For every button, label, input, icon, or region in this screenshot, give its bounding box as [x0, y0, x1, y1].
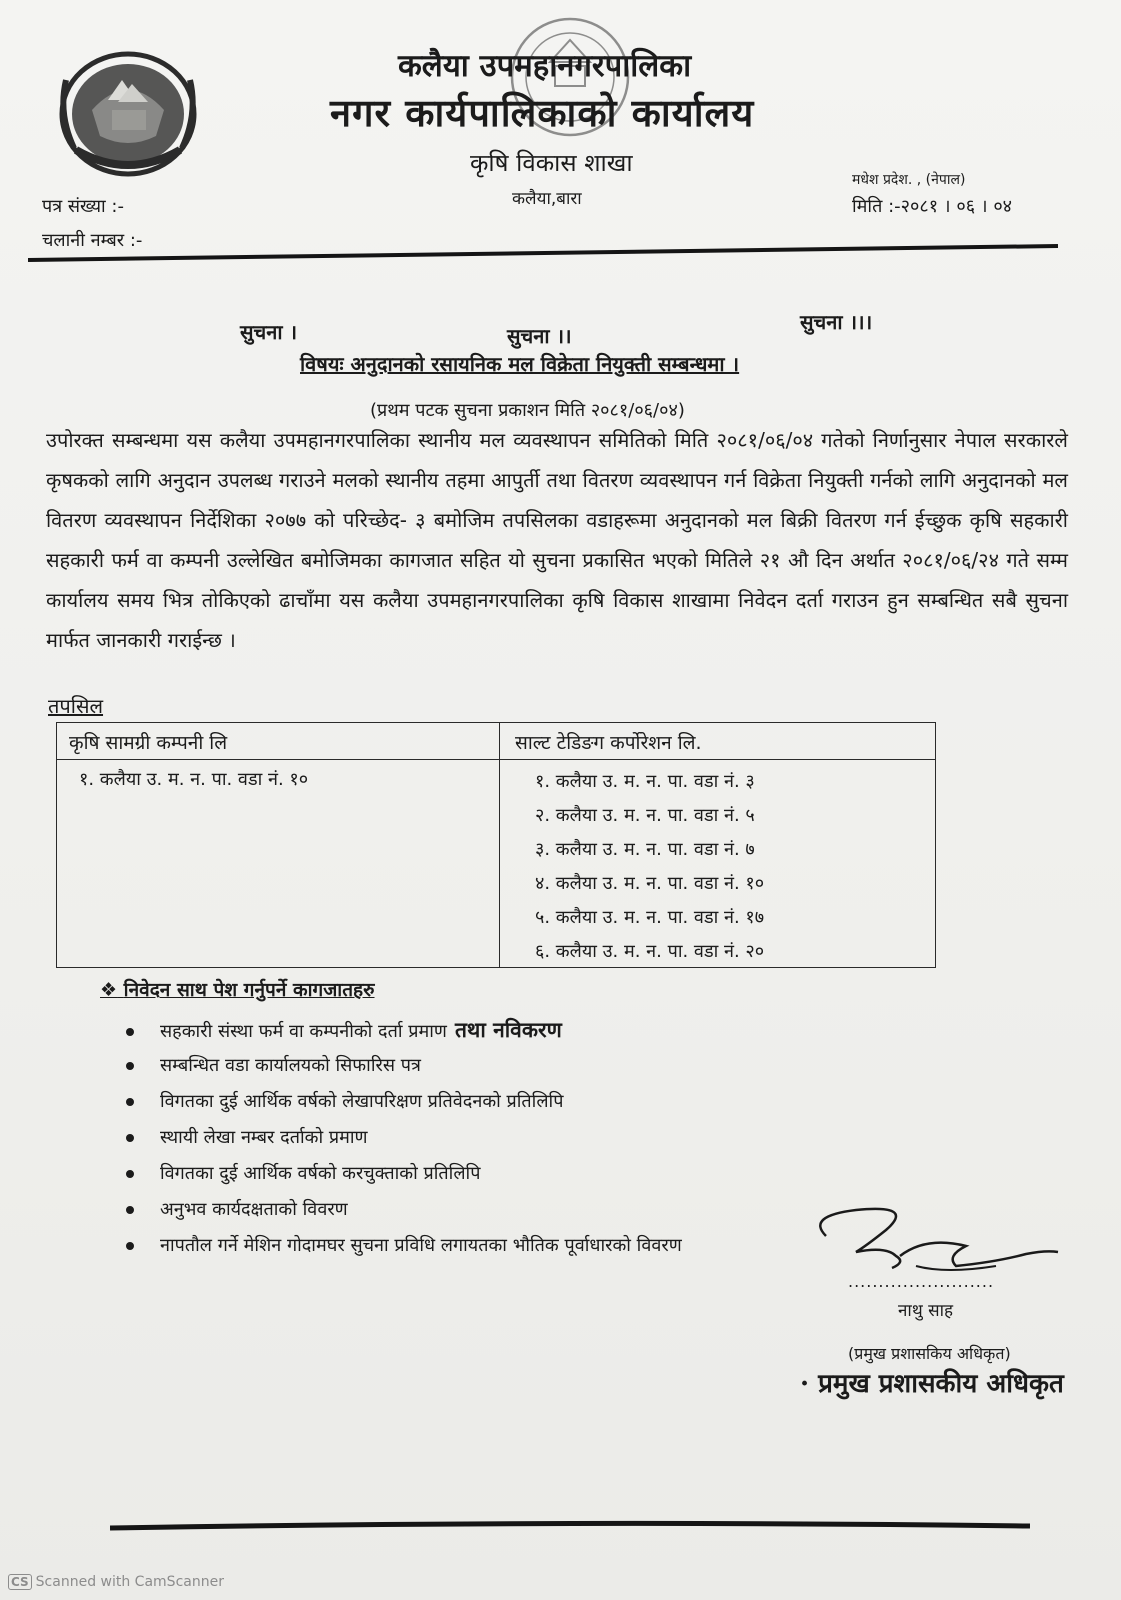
table-header-company-1: कृषि सामग्री कम्पनी लि	[69, 732, 228, 754]
letter-number-label: पत्र संख्या :-	[42, 196, 124, 217]
handwritten-addition: तथा नविकरण	[454, 1017, 562, 1042]
bullet-icon	[126, 1206, 134, 1214]
office-name: नगर कार्यपालिकाको कार्यालय	[330, 91, 755, 135]
list-item: अनुभव कार्यदक्षताको विवरण	[126, 1192, 682, 1228]
bullet-icon	[126, 1170, 134, 1178]
bullet-icon	[126, 1242, 134, 1250]
camscanner-text: Scanned with CamScanner	[35, 1574, 224, 1590]
letter-date: मिति :-२०८१ । ०६ । ०४	[852, 196, 1013, 217]
table-row: ६. कलैया उ. म. न. पा. वडा नं. २०	[535, 941, 765, 962]
signatory-name: नाथु साह	[898, 1301, 954, 1321]
header-divider	[28, 244, 1058, 266]
table-header-company-2: साल्ट टेडिङग कर्पोरेशन लि.	[515, 732, 702, 754]
office-location: कलैया,बारा	[512, 189, 582, 209]
notice-subject: विषयः अनुदानको रसायनिक मल विक्रेता नियुक्ती सम्बन्धमा ।	[300, 352, 740, 376]
table-row: १. कलैया उ. म. न. पा. वडा नं. ३	[535, 771, 755, 792]
table-row: १. कलैया उ. म. न. पा. वडा नं. १०	[79, 769, 309, 790]
notice-heading-1: सुचना ।	[240, 320, 298, 344]
table-row: २. कलैया उ. म. न. पा. वडा नं. ५	[535, 805, 755, 826]
notice-heading-3: सुचना ।।।	[800, 310, 873, 334]
province-label: मधेश प्रदेश. , (नेपाल)	[852, 172, 966, 188]
first-publication-date: (प्रथम पटक सुचना प्रकाशन मिति २०८१/०६/०४)	[370, 400, 685, 421]
ward-allocation-table	[56, 722, 936, 968]
list-item: सहकारी संस्था फर्म वा कम्पनीको दर्ता प्रमाण तथा नविकरण	[126, 1012, 682, 1048]
nepal-emblem-icon	[52, 40, 204, 180]
table-header-divider	[57, 759, 935, 760]
footer-divider	[110, 1518, 1030, 1536]
camscanner-watermark	[8, 1574, 224, 1590]
signatory-title-stamp: · प्रमुख प्रशासकीय अधिकृत	[800, 1369, 1064, 1399]
list-item: विगतका दुई आर्थिक वर्षको लेखापरिक्षण प्रतिवेदनको प्रतिलिपि	[126, 1084, 682, 1120]
company-2-ward-list	[535, 765, 764, 969]
table-row: ४. कलैया उ. म. न. पा. वडा नं. १०	[535, 873, 765, 894]
required-documents-heading	[100, 976, 375, 1002]
list-item: सम्बन्धित वडा कार्यालयको सिफारिस पत्र	[126, 1048, 682, 1084]
diamond-bullet-icon: ❖	[100, 979, 118, 1001]
list-item: नापतौल गर्ने मेशिन गोदामघर सुचना प्रविधि लगायतका भौतिक पूर्वाधारको विवरण	[126, 1228, 682, 1264]
notice-heading-2: सुचना ।।	[507, 324, 572, 348]
signatory-title: (प्रमुख प्रशासकिय अधिकृत)	[848, 1344, 1011, 1363]
bullet-icon	[126, 1062, 134, 1070]
municipality-name: कलैया उपमहानगरपालिका	[398, 48, 692, 84]
branch-name: कृषि विकास शाखा	[470, 149, 633, 177]
list-item: विगतका दुई आर्थिक वर्षको करचुक्ताको प्रतिलिपि	[126, 1156, 682, 1192]
signature-line: ........................	[848, 1272, 995, 1291]
details-label: तपसिल	[48, 694, 104, 718]
dispatch-number-label: चलानी नम्बर :-	[42, 230, 143, 251]
bullet-icon	[126, 1028, 134, 1036]
notice-body: उपोरक्त सम्बन्धमा यस कलैया उपमहानगरपालिका स्थानीय मल व्यवस्थापन समितिको मिति २०८१/०६/०४ गतेको निर्णानुसार नेपाल सरकारले कृषकको लागि अनुदान उपलब्ध गराउने मलको स्थानीय तहमा आपुर्ती तथा वितरण व्यवस्थापन गर्न विक्रेता नियुक्ती गर्नको लागि अनुदानको मल वितरण व्यवस्थापन निर्देशिका २०७७ को परिच्छेद- ३ बमोजिम तपसिलका वडाहरूमा अनुदानको मल बिक्री वितरण गर्न ईच्छुक कृषि सहकारी सहकारी फर्म वा कम्पनी उल्लेखित बमोजिमका कागजात सहित यो सुचना प्रकासित भएको मितिले २१ औ दिन अर्थात २०८१/०६/२४ गते सम्म कार्यालय समय भित्र तोकिएको ढाचाँमा यस कलैया उपमहानगरपालिका कृषि विकास शाखामा निवेदन दर्ता गराउन हुन सम्बन्धित सबै सुचना मार्फत जानकारी गराईन्छ ।	[46, 428, 1068, 652]
camscanner-logo-icon: CS	[8, 1574, 32, 1590]
required-documents-list	[126, 1012, 682, 1264]
required-documents-title: निवेदन साथ पेश गर्नुपर्ने कागजातहरु	[123, 979, 375, 1001]
table-row: ५. कलैया उ. म. न. पा. वडा नं. १७	[535, 907, 765, 928]
table-row: ३. कलैया उ. म. न. पा. वडा नं. ७	[535, 839, 755, 860]
list-item: स्थायी लेखा नम्बर दर्ताको प्रमाण	[126, 1120, 682, 1156]
bullet-icon	[126, 1098, 134, 1106]
bullet-icon	[126, 1134, 134, 1142]
